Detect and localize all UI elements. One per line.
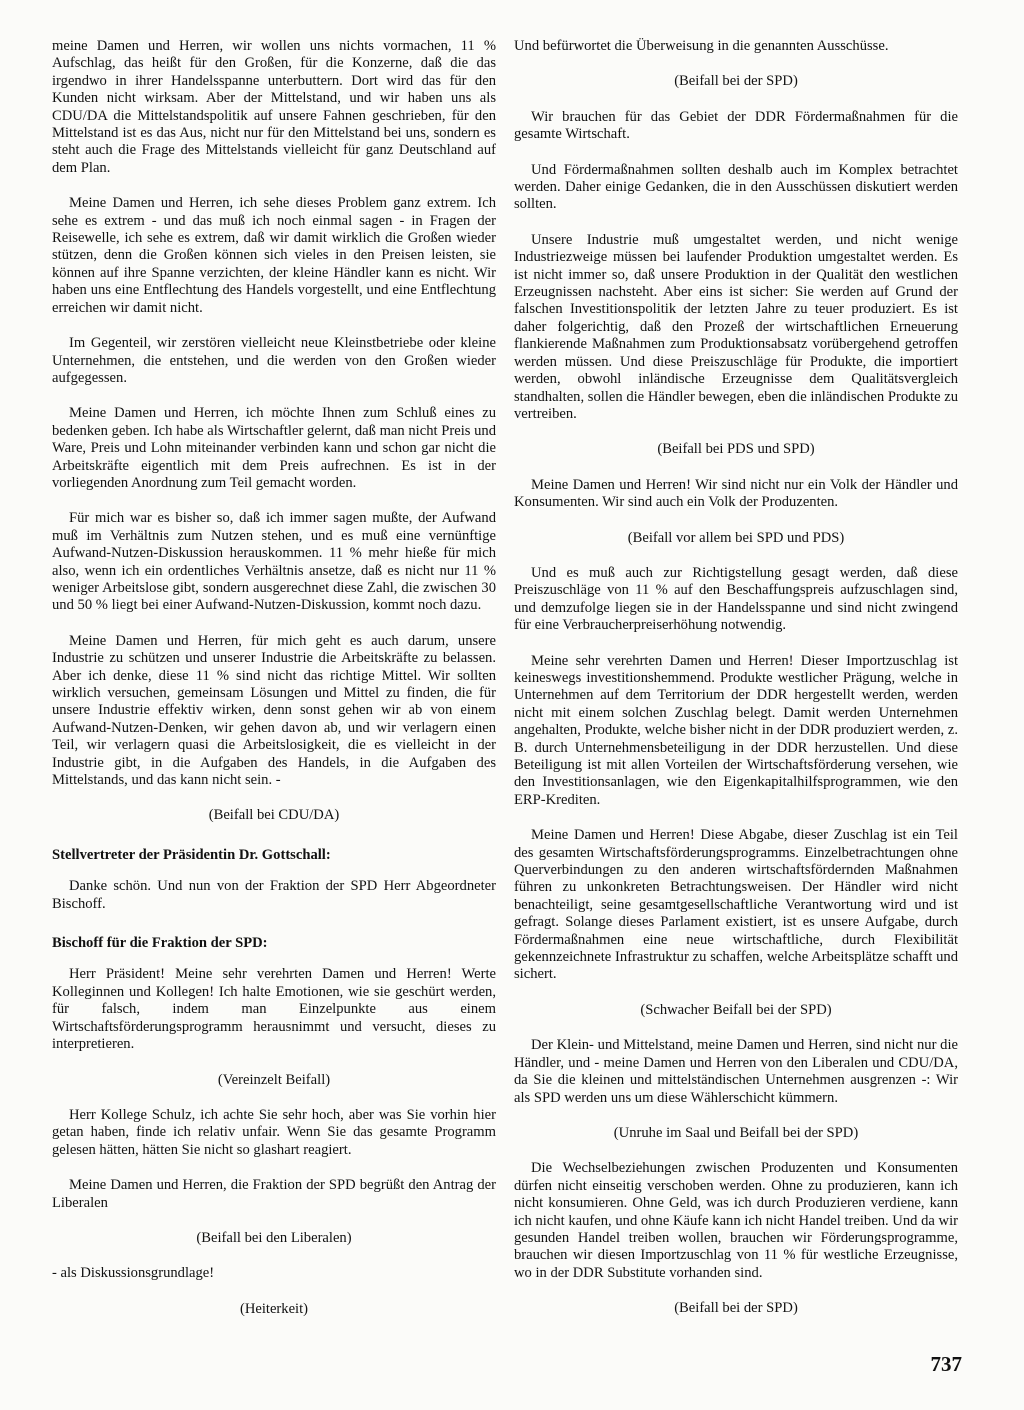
paragraph: Und befürwortet die Überweisung in die genannten Ausschüsse.: [514, 38, 889, 54]
paragraph: Danke schön. Und nun von der Fraktion der SPD Herr Abgeordneter Bischoff.: [52, 878, 496, 912]
paragraph: meine Damen und Herren, wir wollen uns nichts vormachen, 11 % Aufschlag, das heißt für den Großen, für die Konzerne, daß die das irgendwo in ihrer Handelsspanne unterbuttern. Dort wird das für den Kunden nicht wirksam. Aber der Mittelstand, und wir haben uns als CDU/DA die Mittelstandspolitik auf unsere Fahnen geschrieben, für den Mittelstand ist es das Aus, nicht nur für den Mittelstand bei uns, sondern es steht auch die Frage des Mittelstands vielleicht für ganz Deutschland auf dem Plan.: [52, 38, 496, 176]
right-column: [514, 38, 958, 1336]
paragraph: Meine Damen und Herren, ich möchte Ihnen zum Schluß eines zu bedenken geben. Ich habe als Wirtschaftler gelernt, daß man nicht Preis und Ware, Preis und Lohn miteinander verbinden kann und schon gar nicht die Arbeitskräfte eigentlich mit dem Preis aufrechnen. Es ist in der vorliegenden Anordnung zum Teil gemacht worden.: [52, 405, 496, 491]
page-number: 737: [930, 1352, 962, 1376]
paragraph: Die Wechselbeziehungen zwischen Produzenten und Konsumenten dürfen nicht einseitig verschoben werden. Ohne zu produzieren, kann ich nicht konsumieren. Ohne Geld, was ich durch Produzieren verdiene, kann ich nicht kaufen, und ohne Käufe kann ich nicht Handel treiben. Und da wir gesunden Handel treiben wollen, brauchen wir Förderungsprogramme, brauchen wir diesen Importzuschlag von 11 % für westliche Erzeugnisse, wo in der DDR Substitute vorhanden sind.: [514, 1160, 958, 1281]
paragraph: - als Diskussionsgrundlage!: [52, 1265, 215, 1282]
paragraph: Herr Präsident! Meine sehr verehrten Damen und Herren! Werte Kolleginnen und Kollegen! Ich halte Emotionen, wie sie geschürt werden, für falsch, indem man Einzelpunkte aus einem Wirtschaftsförderungsprogramm herausnimmt und versucht, dieses zu interpretieren.: [52, 966, 496, 1053]
speaker-heading: Bischoff für die Fraktion der SPD:: [52, 935, 268, 952]
paragraph: Meine Damen und Herren, ich sehe dieses Problem ganz extrem. Ich sehe es extrem - und das muß ich noch einmal sagen - in Fragen der Reisewelle, ich sehe es extrem, daß wir damit wirklich die Großen wieder stützen, denn die Großen können sich vieles in den Preisen leisten, sie können auf ihre Spanne verzichten, der kleine Händler kann es nicht. Wir haben uns eine Entflechtung des Handels vorgestellt, und eine Entflechtung erreichen wir damit nicht.: [52, 195, 496, 316]
applause-note: (Beifall bei CDU/DA): [208, 807, 340, 824]
paragraph: Und es muß auch zur Richtigstellung gesagt werden, daß diese Preiszuschläge von 11 % auf den Beschaffungspreis aufzuschlagen sind, und demzufolge liegen sie in der Handelsspanne und sind nicht zwingend für eine Verbraucherpreiserhöhung notwendig.: [514, 564, 958, 634]
paragraph: Und Fördermaßnahmen sollten deshalb auch im Komplex betrachtet werden. Daher einige Gedanken, die in den Ausschüssen diskutiert werden sollten.: [514, 161, 958, 213]
applause-note: (Beifall bei der SPD): [674, 73, 798, 90]
paragraph: Herr Kollege Schulz, ich achte Sie sehr hoch, aber was Sie vorhin hier getan haben, finde ich relativ unfair. Wenn Sie das gesamte Programm gelesen hätten, hätten Sie nicht so glashart reagiert.: [52, 1106, 496, 1158]
applause-note: (Unruhe im Saal und Beifall bei der SPD): [613, 1124, 859, 1141]
paragraph: Meine Damen und Herren, die Fraktion der SPD begrüßt den Antrag der Liberalen: [52, 1177, 496, 1211]
left-column: [52, 38, 496, 1336]
paragraph: Für mich war es bisher so, daß ich immer sagen mußte, der Aufwand muß im Verhältnis zum Nutzen stehen, und es muß eine vernünftige Aufwand-Nutzen-Diskussion herauskommen. 11 % mehr hieße für mich also, wenn ich ein ordentliches Verhältnis ansetze, daß es nicht nur 11 % weniger Arbeitslose gibt, sondern ausgerechnet diese Zahl, die zwischen 30 und 50 % liegt bei einer Aufwand-Nutzen-Diskussion, kommt noch dazu.: [52, 510, 496, 614]
speaker-heading: Stellvertreter der Präsidentin Dr. Gottschall:: [52, 846, 331, 863]
paragraph: Meine Damen und Herren, für mich geht es auch darum, unsere Industrie zu schützen und unserer Industrie die Arbeitskräfte zu belassen. Aber ich denke, diese 11 % sind nicht das richtige Mittel. Wir sollten wirklich versuchen, gemeinsam Lösungen und Mittel zu finden, die für unsere Industrie effektiv wirken, denn sonst gehen wir ab von einem Aufwand-Nutzen-Denken, wir gehen davon ab, und wir verlagern einen Teil, wir verlagern quasi die Arbeitslosigkeit, die es vielleicht in der Industrie gibt, in die Aufgaben des Handels, in die Aufgaben des Mittelstands, und das kann nicht sein. -: [52, 632, 496, 789]
applause-note: (Beifall bei der SPD): [674, 1300, 798, 1317]
applause-note: (Schwacher Beifall bei der SPD): [640, 1001, 832, 1018]
paragraph: Meine Damen und Herren! Wir sind nicht nur ein Volk der Händler und Konsumenten. Wir sind auch ein Volk der Produzenten.: [514, 476, 958, 511]
paragraph: Im Gegenteil, wir zerstören vielleicht neue Kleinstbetriebe oder kleine Unternehmen, die entstehen, und die werden von den Großen wieder aufgegessen.: [52, 335, 496, 386]
applause-note: (Heiterkeit): [239, 1300, 309, 1317]
paragraph: Unsere Industrie muß umgestaltet werden, und nicht wenige Industriezweige müssen bei laufender Produktion umgestaltet werden. Es ist nicht immer so, daß unsere Produktion in der Qualität den westlichen Erzeugnissen nachsteht. Aber eins ist sicher: Sie werden auf Grund der falschen Investitionspolitik der letzten Jahre zu teuer produziert. Es ist daher folgerichtig, daß den Prozeß der wirtschaftlichen Erneuerung flankierende Maßnahmen zum Produktionsabsatz vorübergehend getroffen werden müssen. Und diese Preiszuschläge für Produkte, die importiert werden, obwohl inländische Erzeugnisse dem Qualitätsvergleich standhalten, sollen die Händler bewegen, eben die inländischen Produkte zu vertreiben.: [514, 231, 958, 422]
paragraph: Wir brauchen für das Gebiet der DDR Fördermaßnahmen für die gesamte Wirtschaft.: [514, 108, 958, 143]
paragraph: Der Klein- und Mittelstand, meine Damen und Herren, sind nicht nur die Händler, und - meine Damen und Herren von den Liberalen und CDU/DA, da Sie die kleinen und mittelständischen Unternehmen ausgrenzen -: Wir als SPD werden uns um diese Wählerschicht kümmern.: [514, 1037, 958, 1106]
applause-note: (Beifall bei den Liberalen): [196, 1229, 352, 1246]
paragraph: Meine sehr verehrten Damen und Herren! Dieser Importzuschlag ist keineswegs investitionshemmend. Produkte westlicher Prägung, welche in Unternehmen auf dem Territorium der DDR hergestellt werden, werden nicht mit einem solchen Zuschlag belegt. Damit werden Unternehmen angehalten, Produkte, welche bisher nicht in der DDR produziert werden, z. B. durch Unternehmensbeteiligung in der DDR herzustellen. Und diese Beteiligung ist mit allen Vorteilen der Wirtschaftsförderung versehen, wie den Investitionsanlagen, wie den Eigenkapitalhilfsprogrammen, wie den ERP-Krediten.: [514, 652, 958, 808]
applause-note: (Beifall bei PDS und SPD): [657, 441, 815, 458]
applause-note: (Beifall vor allem bei SPD und PDS): [627, 529, 845, 546]
paragraph: Meine Damen und Herren! Diese Abgabe, dieser Zuschlag ist ein Teil des gesamten Wirtschaftsförderungsprogramms. Einzelbetrachtungen ohne Querverbindungen zu den anderen wirtschaftsfördernden Maßnahmen führen zu unkonkreten Betrachtungsweisen. Der Händler wird nicht benachteiligt, seine gesamtgesellschaftliche Verantwortung wird und ist gefragt. Solange dieses Parlament existiert, ist es unsere Aufgabe, durch Fördermaßnahmen eine neue wirtschaftliche, durch Flexibilität gekennzeichnete Infrastruktur zu schaffen, welche Arbeitsplätze schafft und sichert.: [514, 827, 958, 983]
applause-note: (Vereinzelt Beifall): [217, 1071, 331, 1088]
